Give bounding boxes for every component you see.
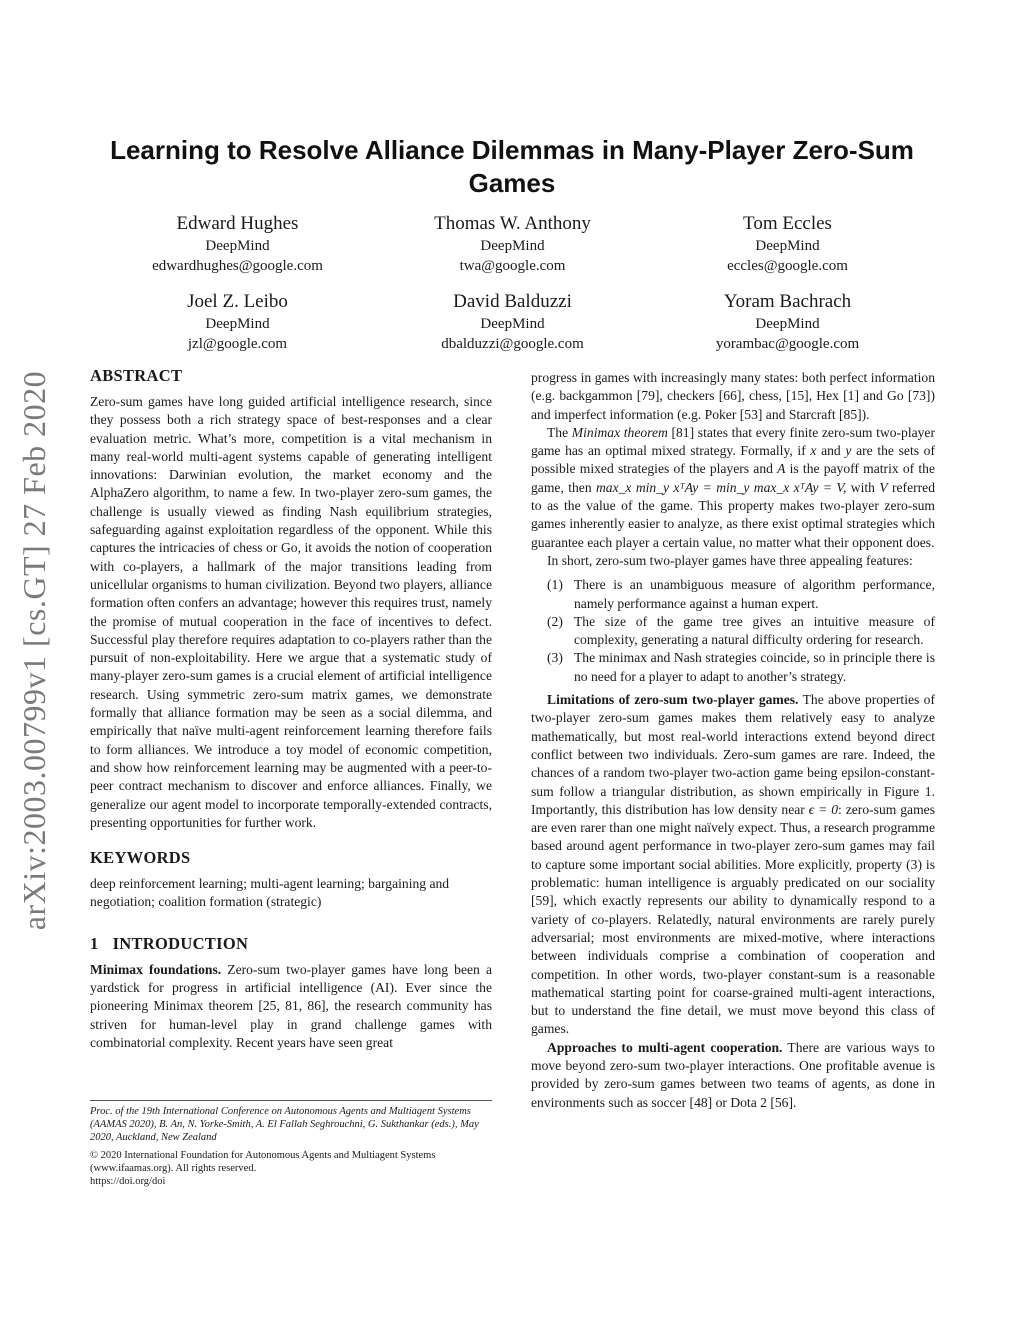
text-run: The above properties of two-player zero-sum games makes them relatively easy to analyze mathematically, but most real-world interactions extend beyond direct conflict between two individuals. Zero-sum games are rare. Indeed, the chances of a random two-player two-action game being epsilon-constant-sum follow a triangular distribution, as shown empirically in Figure 1. Importantly, this distribution has low density near <box>531 692 935 817</box>
abstract-heading: ABSTRACT <box>90 366 183 385</box>
footnote-block <box>90 1100 492 1188</box>
paragraph: progress in games with increasingly many states: both perfect information (e.g. backgammon [79], checkers [66], chess, [15], Hex [1] and Go [73]) and imperfect information (e.g. Poker [53] and Starcraft [85]). <box>531 370 935 422</box>
paragraph-text: Zero-sum two-player games have long been a yardstick for progress in artificial intelligence (AI). Ever since the pioneering Minimax theorem [25, 81, 86], the research community has striven for human-level play in grand challenge games with combinatorial complexity. Recent years have seen great <box>90 961 492 1050</box>
list-number: (2) <box>547 613 563 629</box>
author-email: jzl@google.com <box>187 336 288 352</box>
list-text: The size of the game tree gives an intuitive measure of complexity, generating a natural difficulty ordering for research. <box>574 613 935 648</box>
paragraph: In short, zero-sum two-player games have three appealing features: <box>547 552 913 568</box>
paragraph <box>531 1039 935 1112</box>
paragraph <box>531 424 935 552</box>
math-var: y <box>845 443 852 459</box>
list-text: The minimax and Nash strategies coincide, so in principle there is no need for a player to adapt to another’s strategy. <box>574 650 935 684</box>
author-affiliation: DeepMind <box>205 238 270 254</box>
keywords-heading: KEYWORDS <box>90 848 191 868</box>
text-run: are the sets of possible mixed strategies of the players and <box>531 443 935 477</box>
footnote-rule <box>90 1100 492 1101</box>
author-affiliation: DeepMind <box>755 316 820 332</box>
introduction-heading <box>90 934 492 954</box>
text-run: [81] states that every finite zero-sum two-player game has an optimal mixed strategy. Formally, if <box>531 424 935 459</box>
author-affiliation: DeepMind <box>480 238 545 254</box>
list-number: (1) <box>547 577 563 593</box>
text-run: and <box>816 443 846 459</box>
author-affiliation: DeepMind <box>205 316 270 332</box>
author-name: Joel Z. Leibo <box>187 291 288 312</box>
author-card <box>650 212 925 276</box>
author-name: Thomas W. Anthony <box>434 213 591 234</box>
author-row <box>100 290 925 354</box>
author-row <box>100 212 925 276</box>
author-card <box>375 212 650 276</box>
text-run: The <box>547 424 572 440</box>
text-run: : zero-sum games are even rarer than one might naïvely expect. Thus, a research programme based around agent performance in two-player zero-sum games may fail to capture some important social abilities. More explicitly, property (3) is problematic: human intelligence is arguably predicated on our sociality [59], which exactly represents our ability to dynamically respond to a variety of co-players. Relatedly, natural environments are rarely purely adversarial; most environments are mixed-motive, where interactions between individuals comprise a combination of cooperation and competition. In other words, two-player constant-sum is a reasonable mathematical starting point for coarse-grained multi-agent interactions, but to understand the fine detail, we must move beyond this class of games. <box>531 801 935 1037</box>
author-card <box>100 290 375 354</box>
paragraph <box>531 691 935 1039</box>
author-affiliation: DeepMind <box>755 238 820 254</box>
left-column <box>90 366 492 1052</box>
list-text: There is an unambiguous measure of algorithm performance, namely performance against a human expert. <box>574 577 935 611</box>
text-run: with <box>846 479 880 495</box>
author-card <box>100 212 375 276</box>
text-run: is the payoff matrix of the game, then <box>531 461 935 495</box>
author-email: edwardhughes@google.com <box>152 258 323 274</box>
conference-note: Proc. of the 19th International Conference on Autonomous Agents and Multiagent Systems (AAMAS 2020), B. An, N. Yorke-Smith, A. El Fallah Seghrouchni, G. Sukthankar (eds.), May 2020, Auckland, New Zealand <box>90 1106 479 1144</box>
run-in-heading: Limitations of zero-sum two-player games. <box>547 692 799 708</box>
author-card <box>375 290 650 354</box>
copyright-note: © 2020 International Foundation for Autonomous Agents and Multiagent Systems (www.ifaamas.org). All rights reserved. <box>90 1149 436 1174</box>
abstract-text: Zero-sum games have long guided artificial intelligence research, since they possess both a rich strategy space of best-responses and a clear evaluation metric. What’s more, competition is a vital mechanism in many real-world multi-agent systems capable of generating intelligent innovations: Darwinian evolution, the market economy and the AlphaZero algorithm, to name a few. In two-player zero-sum games, the challenge is usually viewed as finding Nash equilibrium strategies, safeguarding against exploitation regardless of the opponent. While this captures the intricacies of chess or Go, it avoids the notion of cooperation with co-players, a hallmark of the major transitions leading from unicellular organisms to human civilization. Beyond two players, alliance formation often confers an advantage; however this requires trust, namely the promise of mutual cooperation in the face of incentives to defect. Successful play therefore requires adaptation to co-players rather than the pursuit of non-exploitability. Here we argue that a systematic study of many-player zero-sum games is a crucial element of artificial intelligence research. Using symmetric zero-sum matrix games, we demonstrate formally that alliance formation may be seen as a social dilemma, and empirically that naïve multi-agent reinforcement learning therefore fails to form alliances. We introduce a toy model of economic competition, and show how reinforcement learning may be augmented with a peer-to-peer contract mechanism to discover and enforce alliances. Finally, we generalize our agent model to incorporate temporally-extended contracts, presenting opportunities for further work. <box>90 394 492 830</box>
author-email: twa@google.com <box>459 258 566 274</box>
list-item <box>547 613 935 650</box>
minimax-equation: max_x min_y xᵀAy = min_y max_x xᵀAy = V, <box>595 479 847 495</box>
author-name: Yoram Bachrach <box>723 291 852 312</box>
author-email: yorambac@google.com <box>715 336 860 352</box>
run-in-heading: Minimax foundations. <box>90 961 222 977</box>
author-name: David Balduzzi <box>453 291 572 312</box>
math-var: V <box>879 479 888 495</box>
list-item <box>547 649 935 686</box>
run-in-heading: Approaches to multi-agent cooperation. <box>547 1039 783 1055</box>
text-run: referred to as the value of the game. This property makes two-player zero-sum games inherently easier to analyze, as there exist optimal strategies which guarantee each player a certain value, no matter what their opponent does. <box>531 479 936 550</box>
doi-link[interactable]: https://doi.org/doi <box>90 1176 166 1188</box>
section-title: INTRODUCTION <box>112 933 249 953</box>
author-card <box>650 290 925 354</box>
paper-title: Learning to Resolve Alliance Dilemmas in Many-Player Zero-Sum Games <box>110 135 914 198</box>
right-column <box>531 369 935 1112</box>
keywords-text: deep reinforcement learning; multi-agent learning; bargaining and negotiation; coalition formation (strategic) <box>90 876 450 910</box>
intro-paragraph <box>90 961 492 1052</box>
author-email: eccles@google.com <box>727 258 848 274</box>
math-var: A <box>777 461 786 477</box>
author-email: dbalduzzi@google.com <box>441 336 584 352</box>
section-number: 1 <box>90 933 99 953</box>
author-name: Edward Hughes <box>176 213 299 234</box>
math-expression: ϵ = 0 <box>808 801 839 817</box>
list-item <box>547 576 935 613</box>
author-block <box>100 212 925 368</box>
arxiv-identifier: arXiv:2003.00799v1 [cs.GT] 27 Feb 2020 <box>16 370 53 930</box>
math-var: x <box>810 443 817 459</box>
feature-list <box>531 576 935 686</box>
emphasis-term: Minimax theorem <box>571 424 668 440</box>
author-affiliation: DeepMind <box>480 316 545 332</box>
arxiv-identifier-margin <box>10 350 60 950</box>
list-number: (3) <box>547 650 563 666</box>
text-run: There are various ways to move beyond zero-sum two-player interactions. One profitable avenue is provided by zero-sum games between two teams of agents, as done in environments such as soccer [48] or Dota 2 [56]. <box>531 1039 935 1110</box>
author-name: Tom Eccles <box>743 213 832 234</box>
